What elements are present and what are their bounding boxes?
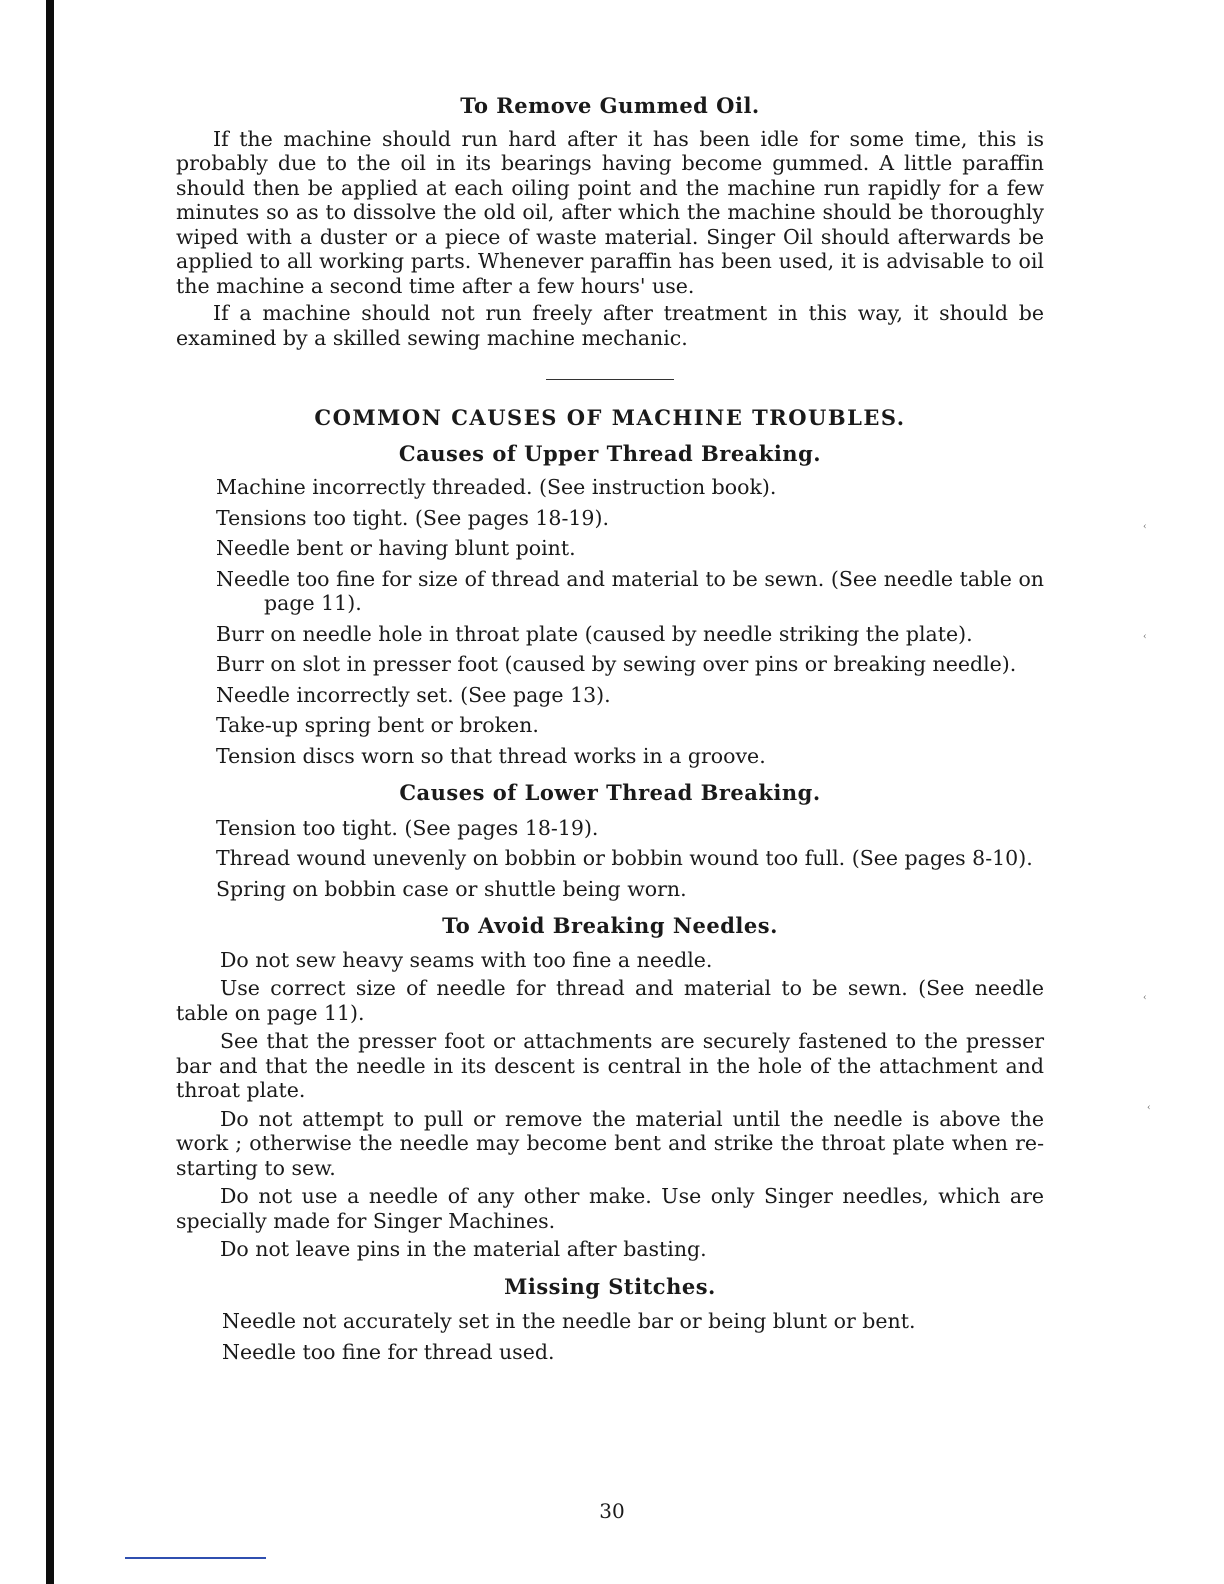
list-item: Tensions too tight. (See pages 18-19). xyxy=(216,505,609,530)
list-item: Needle bent or having blunt point. xyxy=(216,536,576,560)
heading-common-causes: COMMON CAUSES OF MACHINE TROUBLES. xyxy=(314,405,906,430)
page-body xyxy=(176,94,1044,1364)
scan-artifact-line xyxy=(125,1557,266,1559)
heading-missing-stitches: Missing Stitches. xyxy=(504,1273,716,1299)
paragraph: Do not sew heavy seams with too fine a needle. xyxy=(220,947,713,972)
list-item: Burr on slot in presser foot (caused by sewing over pins or breaking needle). xyxy=(216,652,1017,676)
paragraph: If a machine should not run freely after treatment in this way, it should be examined by a skilled sewing machine mechanic. xyxy=(176,301,1044,350)
binding-edge xyxy=(46,0,54,1584)
heading-lower-thread-breaking: Causes of Lower Thread Breaking. xyxy=(399,780,821,805)
heading-upper-thread-breaking: Causes of Upper Thread Breaking. xyxy=(398,440,822,466)
list-item: Needle incorrectly set. (See page 13). xyxy=(216,682,611,707)
list-item: Needle too fine for thread used. xyxy=(222,1339,555,1364)
paragraph: Do not attempt to pull or remove the material until the needle is above the work ; otherwise the needle may become bent and strike the throat plate when re-starting to sew. xyxy=(176,1106,1044,1180)
margin-mark: ‹ xyxy=(1143,993,1147,1003)
list-item: Tension discs worn so that thread works in a groove. xyxy=(216,743,766,768)
paragraph: See that the presser foot or attachments are securely fastened to the presser bar and that the needle in its descent is central in the hole of the attachment and throat plate. xyxy=(176,1029,1044,1102)
lower-thread-list xyxy=(176,816,1044,902)
list-item: Take-up spring bent or broken. xyxy=(216,713,539,737)
list-item: Tension too tight. (See pages 18-19). xyxy=(216,815,599,840)
missing-stitches-list xyxy=(176,1309,1044,1364)
margin-mark: ‹ xyxy=(1147,1103,1151,1113)
list-item: Machine incorrectly threaded. (See instruction book). xyxy=(216,475,777,499)
list-item: Thread wound unevenly on bobbin or bobbin wound too full. (See pages 8-10). xyxy=(216,846,1033,870)
paragraph: Do not leave pins in the material after basting. xyxy=(220,1237,707,1261)
paragraph: Use correct size of needle for thread and material to be sewn. (See needle table on page 11). xyxy=(176,976,1044,1025)
list-item: Spring on bobbin case or shuttle being worn. xyxy=(216,876,687,901)
upper-thread-list xyxy=(176,475,1044,768)
margin-mark: ‹ xyxy=(1143,522,1147,532)
paragraph: If the machine should run hard after it has been idle for some time, this is probably due to the oil in its bearings having become gummed. A little paraffin should then be applied at each oiling point and the machine run rapidly for a few minutes so as to dissolve the old oil, after which the machine should be thoroughly wiped with a duster or a piece of waste material. Singer Oil should afterwards be applied to all working parts. Whenever paraffin has been used, it is advisable to oil the machine a second time after a few hours' use. xyxy=(176,126,1044,298)
breaking-needles-paragraphs xyxy=(176,948,1044,1262)
list-item: Needle too fine for size of thread and material to be sewn. (See needle table on page 11). xyxy=(216,566,1044,615)
page-number: 30 xyxy=(599,1499,625,1523)
list-item: Burr on needle hole in throat plate (caused by needle striking the plate). xyxy=(216,621,973,646)
margin-mark: ‹ xyxy=(1143,632,1147,642)
paragraph: Do not use a needle of any other make. Use only Singer needles, which are specially made for Singer Machines. xyxy=(176,1184,1044,1233)
section-divider xyxy=(546,379,674,380)
heading-remove-gummed-oil: To Remove Gummed Oil. xyxy=(460,93,760,118)
list-item: Needle not accurately set in the needle bar or being blunt or bent. xyxy=(222,1309,916,1333)
heading-avoid-breaking-needles: To Avoid Breaking Needles. xyxy=(442,913,778,938)
